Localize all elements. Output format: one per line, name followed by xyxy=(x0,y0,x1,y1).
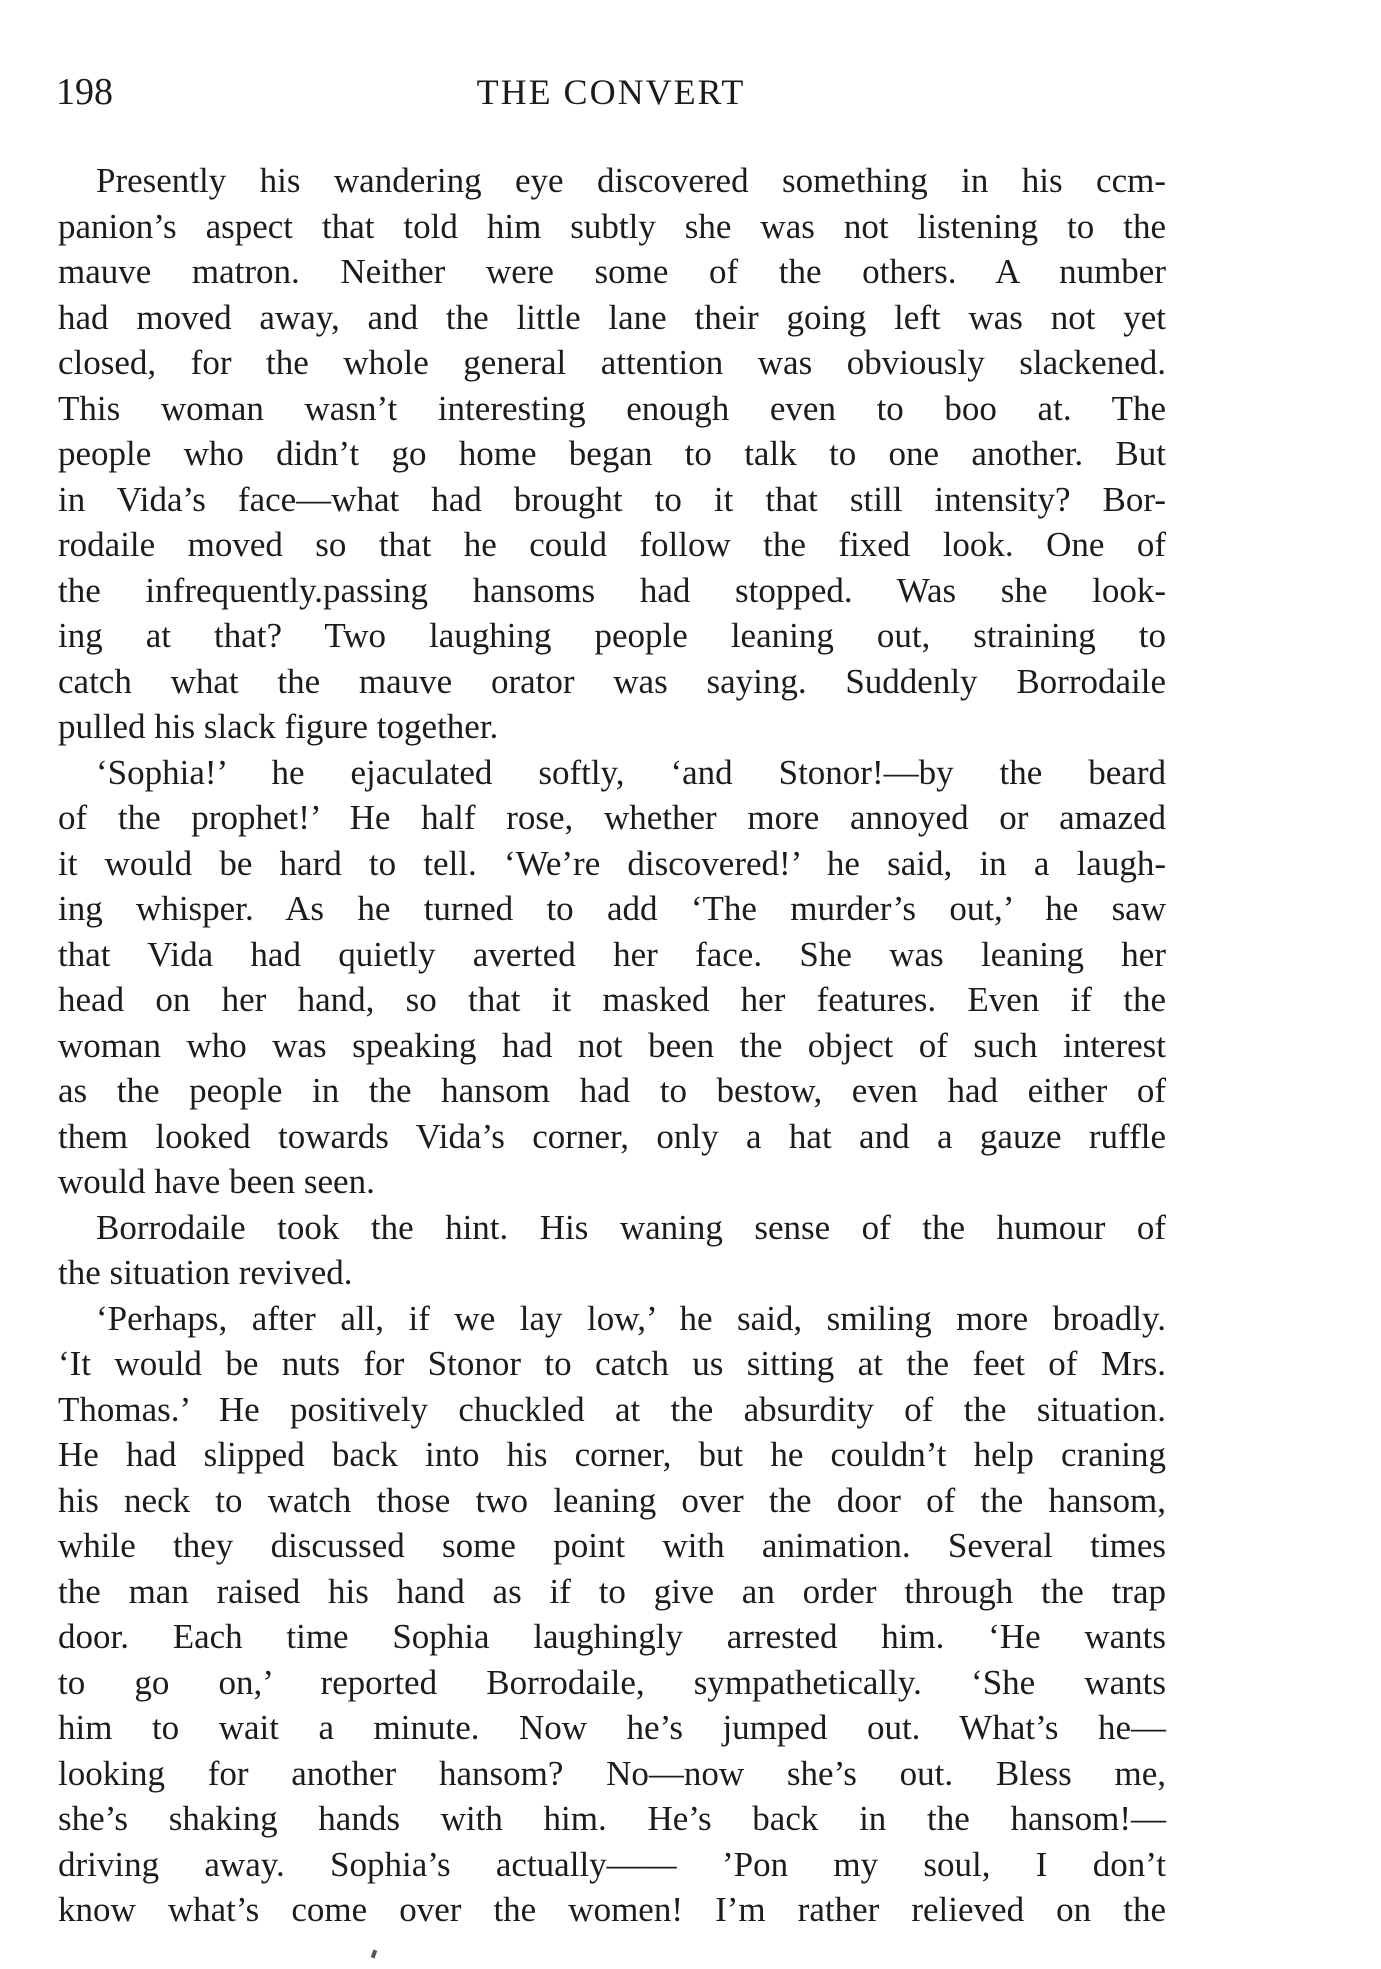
text-line: she’s shaking hands with him. He’s back in the hansom!— xyxy=(58,1799,1166,1838)
text-line: Borrodaile took the hint. His waning sense of the humour of xyxy=(96,1207,1166,1247)
text-line: ‘Perhaps, after all, if we lay low,’ he said, smiling more broadly. xyxy=(96,1298,1166,1338)
body-text xyxy=(58,158,1166,1933)
page-number: 198 xyxy=(56,71,113,113)
text-line: it would be hard to tell. ‘We’re discovered!’ he said, in a laugh- xyxy=(58,843,1166,883)
text-line: the infrequently.passing hansoms had stopped. Was she look- xyxy=(58,570,1166,610)
text-line: head on her hand, so that it masked her features. Even if the xyxy=(58,980,1166,1019)
text-line: ing whisper. As he turned to add ‘The murder’s out,’ he saw xyxy=(58,889,1166,928)
text-line: that Vida had quietly averted her face. She was leaning her xyxy=(58,934,1166,974)
text-line: of the prophet!’ He half rose, whether more annoyed or amazed xyxy=(58,798,1166,837)
text-line: his neck to watch those two leaning over the door of the hansom, xyxy=(58,1480,1166,1520)
text-line: the man raised his hand as if to give an order through the trap xyxy=(58,1571,1166,1611)
text-line: had moved away, and the little lane their going left was not yet xyxy=(58,297,1166,337)
text-line: panion’s aspect that told him subtly she was not listening to the xyxy=(58,206,1166,246)
text-line: while they discussed some point with animation. Several times xyxy=(58,1526,1166,1565)
text-line: know what’s come over the women! I’m rather relieved on the xyxy=(58,1890,1166,1929)
text-line: as the people in the hansom had to bestow, even had either of xyxy=(58,1071,1166,1110)
text-line: catch what the mauve orator was saying. Suddenly Borrodaile xyxy=(58,661,1166,701)
text-line: would have been seen. xyxy=(58,1162,375,1201)
text-line: Thomas.’ He positively chuckled at the absurdity of the situation. xyxy=(58,1389,1166,1429)
text-line: This woman wasn’t interesting enough even to boo at. The xyxy=(58,388,1166,428)
text-line: rodaile moved so that he could follow the fixed look. One of xyxy=(58,525,1166,564)
text-line: ‘It would be nuts for Stonor to catch us sitting at the feet of Mrs. xyxy=(58,1344,1166,1383)
text-line: to go on,’ reported Borrodaile, sympathetically. ‘She wants xyxy=(58,1662,1166,1702)
text-line: looking for another hansom? No—now she’s out. Bless me, xyxy=(58,1753,1166,1793)
text-line: him to wait a minute. Now he’s jumped out. What’s he— xyxy=(58,1708,1166,1747)
text-line: closed, for the whole general attention was obviously slackened. xyxy=(58,343,1166,382)
text-line: Presently his wandering eye discovered something in his ccm- xyxy=(96,161,1166,200)
running-title: THE CONVERT xyxy=(476,72,746,112)
text-line: ‘Sophia!’ he ejaculated softly, ‘and Stonor!—by the beard xyxy=(96,752,1166,792)
text-line: pulled his slack figure together. xyxy=(58,707,499,746)
page-header xyxy=(56,62,1166,122)
text-line: them looked towards Vida’s corner, only a hat and a gauze ruffle xyxy=(58,1116,1166,1156)
text-line: driving away. Sophia’s actually—— ’Pon my soul, I don’t xyxy=(58,1844,1166,1884)
text-line: woman who was speaking had not been the object of such interest xyxy=(58,1025,1166,1065)
text-line: door. Each time Sophia laughingly arrested him. ‘He wants xyxy=(58,1617,1166,1656)
text-line: ing at that? Two laughing people leaning out, straining to xyxy=(58,616,1166,655)
ink-speck xyxy=(371,1950,377,1959)
text-line: in Vida’s face—what had brought to it that still intensity? Bor- xyxy=(58,479,1166,519)
text-line: mauve matron. Neither were some of the others. A number xyxy=(58,252,1166,291)
text-line: the situation revived. xyxy=(58,1253,353,1292)
text-line: people who didn’t go home began to talk to one another. But xyxy=(58,434,1166,473)
text-line: He had slipped back into his corner, but he couldn’t help craning xyxy=(58,1435,1166,1474)
